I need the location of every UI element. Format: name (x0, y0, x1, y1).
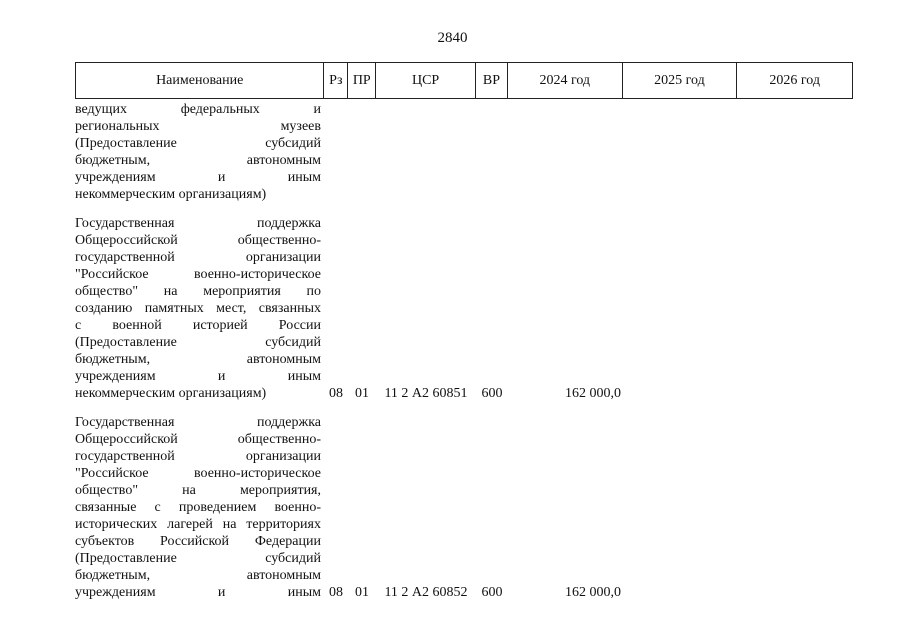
header-vr: ВР (476, 63, 508, 98)
cell-vr: 600 (481, 386, 503, 401)
name-line: Общероссийской общественно- (75, 233, 321, 248)
name-line: Государственная поддержка (75, 415, 321, 430)
header-pr: ПР (348, 63, 376, 98)
name-line: общество" на мероприятия по (75, 284, 321, 299)
header-2026: 2026 год (769, 72, 820, 88)
name-line: бюджетным, автономным (75, 153, 321, 168)
table-row (75, 101, 853, 203)
cell-vr: 600 (481, 585, 503, 600)
table-header (75, 62, 853, 99)
name-line: некоммерческим организациям) (75, 386, 267, 401)
name-line: исторических лагерей на территориях (75, 517, 321, 532)
header-rz: Рз (324, 63, 348, 98)
cell-csr: 11 2 А2 60851 (384, 386, 468, 401)
name-line: Общероссийской общественно- (75, 432, 321, 447)
name-line: (Предоставление субсидий (75, 551, 321, 566)
name-line: созданию памятных мест, связанных (75, 301, 321, 316)
row-name (75, 215, 321, 402)
name-line: "Российское военно-историческое (75, 466, 321, 481)
name-line: учреждениям и иным (75, 585, 321, 600)
name-line: бюджетным, автономным (75, 352, 321, 367)
name-line: (Предоставление субсидий (75, 335, 321, 350)
table-row (75, 414, 853, 601)
page-number: 2840 (437, 30, 468, 46)
header-name: Наименование (76, 63, 324, 98)
header-2025: 2025 год (623, 63, 738, 98)
name-line: связанные с проведением военно- (75, 500, 321, 515)
name-line: с военной историей России (75, 318, 321, 333)
name-line: учреждениям и иным (75, 170, 321, 185)
row-name (75, 414, 321, 601)
cell-csr: 11 2 А2 60852 (384, 585, 468, 600)
name-line: бюджетным, автономным (75, 568, 321, 583)
cell-rz: 08 (329, 585, 343, 600)
name-line: "Российское военно-историческое (75, 267, 321, 282)
name-line: (Предоставление субсидий (75, 136, 321, 151)
row-name (75, 101, 321, 203)
name-line: некоммерческим организациям) (75, 187, 267, 202)
name-line: ведущих федеральных и (75, 102, 321, 117)
cell-rz: 08 (329, 386, 343, 401)
cell-2024: 162 000,0 (565, 386, 621, 401)
name-line: региональных музеев (75, 119, 321, 134)
header-2024: 2024 год (508, 63, 623, 98)
name-line: государственной организации (75, 449, 321, 464)
name-line: субъектов Российской Федерации (75, 534, 321, 549)
cell-2024: 162 000,0 (565, 585, 621, 600)
name-line: государственной организации (75, 250, 321, 265)
table-body (75, 101, 853, 613)
name-line: учреждениям и иным (75, 369, 321, 384)
name-line: общество" на мероприятия, (75, 483, 321, 498)
name-line: Государственная поддержка (75, 216, 321, 231)
cell-pr: 01 (355, 585, 369, 600)
cell-pr: 01 (355, 386, 369, 401)
table-row (75, 215, 853, 402)
header-csr: ЦСР (376, 63, 476, 98)
